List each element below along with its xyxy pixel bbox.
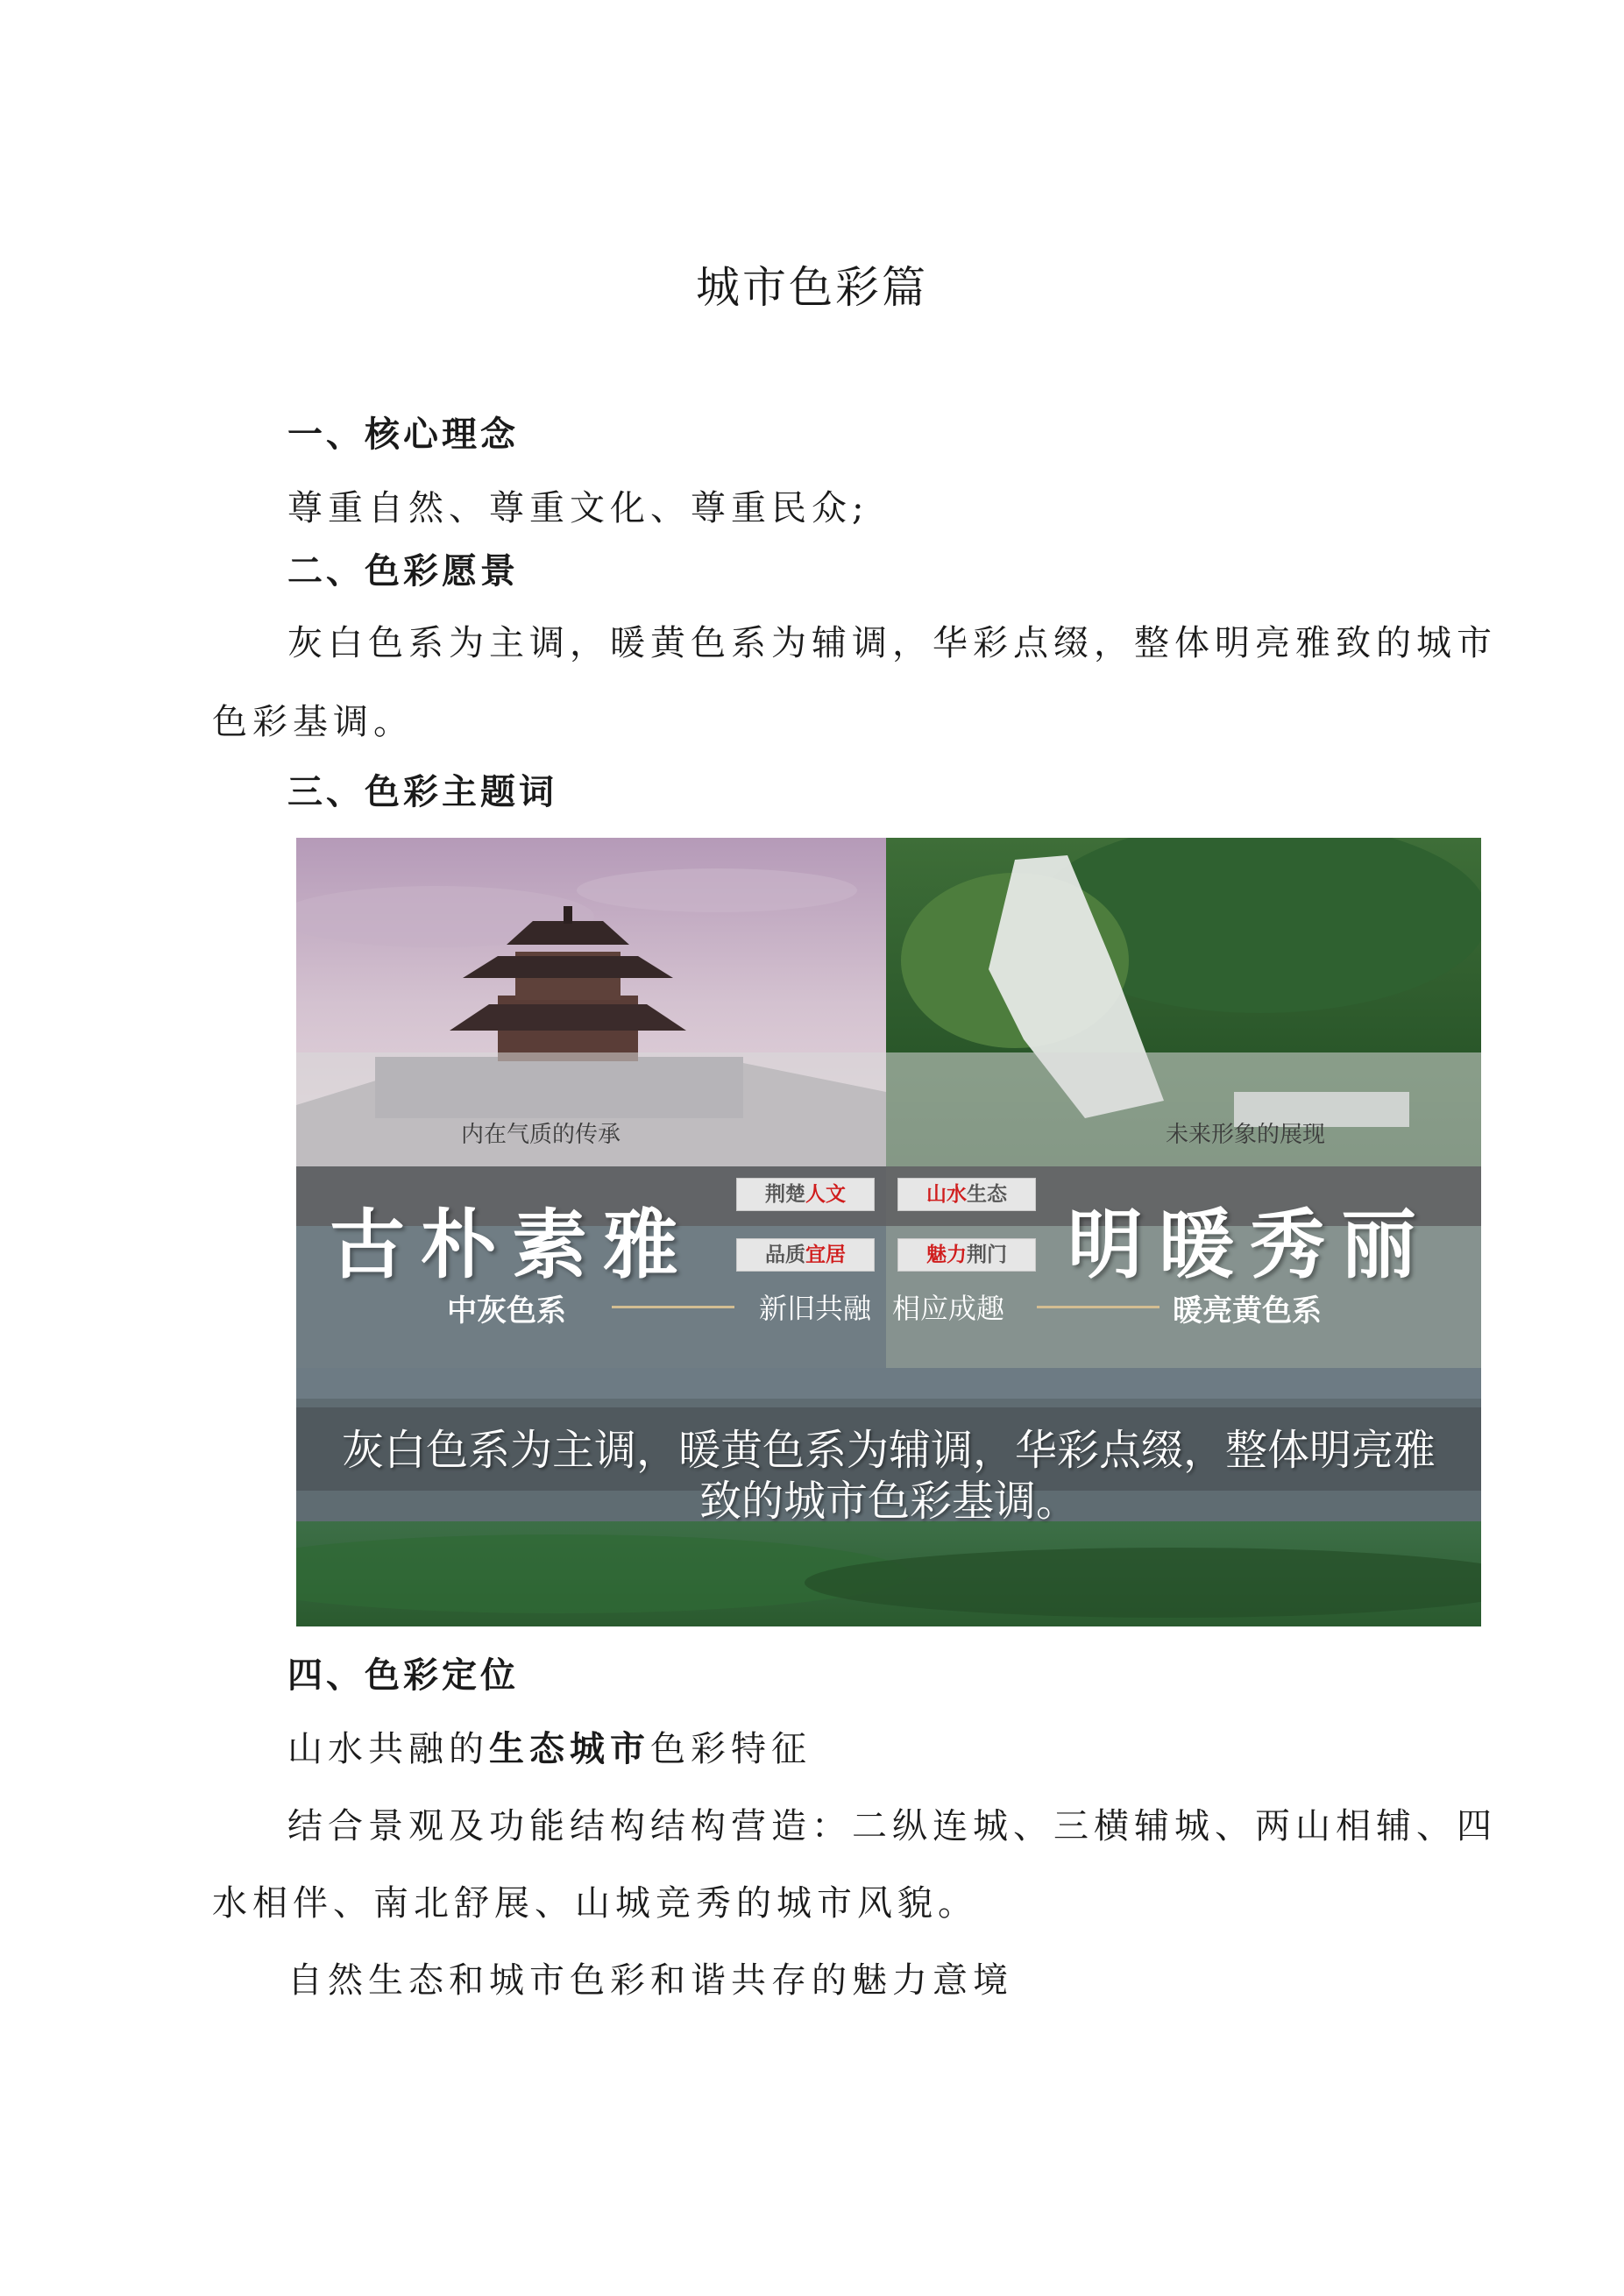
tag-jingchu-renwen: 荆楚人文 (736, 1178, 875, 1211)
color-positioning-line1: 山水共融的生态城市色彩特征 (287, 1728, 812, 1769)
banner-left-color-system: 中灰色系 (447, 1293, 566, 1329)
section-heading-core-concept: 一、核心理念 (287, 414, 519, 455)
tag-pinzhi-yiju: 品质宜居 (736, 1238, 875, 1272)
banner-summary-text: 灰白色系为主调，暖黄色系为辅调，华彩点缀，整体明亮雅 致的城市色彩基调。 (341, 1426, 1436, 1526)
tag-meili-jingmen: 魅力荆门 (897, 1238, 1036, 1272)
section-heading-color-positioning: 四、色彩定位 (287, 1655, 519, 1696)
banner-right-title: 明暖秀丽 (1067, 1201, 1432, 1289)
banner-right-caption: 未来形象的展现 (1166, 1122, 1326, 1148)
color-positioning-line3: 自然生态和城市色彩和谐共存的魅力意境 (287, 1960, 1013, 2001)
section-heading-color-theme: 三、色彩主题词 (287, 771, 557, 812)
banner-right-color-system: 暖亮黄色系 (1173, 1293, 1322, 1329)
core-concept-text: 尊重自然、尊重文化、尊重民众; (287, 488, 869, 528)
section-heading-color-vision: 二、色彩愿景 (287, 550, 519, 592)
color-positioning-line2a: 结合景观及功能结构结构营造：二纵连城、三横辅城、两山相辅、四 (287, 1806, 1497, 1846)
banner-left-divider (612, 1306, 734, 1308)
banner-left-caption: 内在气质的传承 (461, 1122, 621, 1148)
color-vision-text-line1: 灰白色系为主调，暖黄色系为辅调，华彩点缀，整体明亮雅致的城市 (287, 623, 1497, 663)
color-vision-text-line2: 色彩基调。 (212, 702, 414, 742)
banner-middle-right-text: 相应成趣 (892, 1292, 1005, 1325)
banner-middle-left-text: 新旧共融 (759, 1292, 872, 1325)
banner-left-title: 古朴素雅 (330, 1201, 694, 1289)
banner-right-divider (1037, 1306, 1159, 1308)
color-positioning-line2b: 水相伴、南北舒展、山城竞秀的城市风貌。 (212, 1883, 978, 1924)
page-title: 城市色彩篇 (696, 262, 928, 313)
tag-shanshui-shengtai: 山水生态 (897, 1178, 1036, 1211)
color-theme-banner (296, 838, 1481, 1626)
